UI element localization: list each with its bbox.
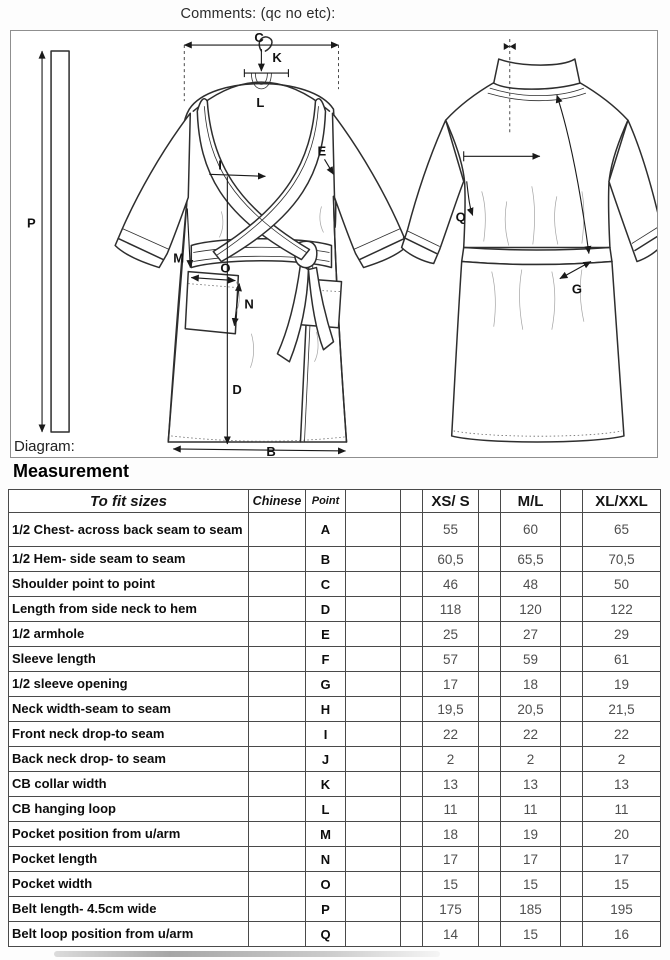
row-label-cell: 1/2 armhole <box>9 622 249 647</box>
xs-s-value-cell: 19,5 <box>423 697 479 722</box>
xl-xxl-value-cell: 21,5 <box>583 697 661 722</box>
table-row <box>9 622 661 647</box>
m-l-value-cell: 185 <box>501 897 561 922</box>
col-header-blank-4 <box>401 490 423 513</box>
table-row <box>9 797 661 822</box>
blank-cell <box>561 922 583 947</box>
point-cell: Q <box>306 922 346 947</box>
blank-cell <box>401 822 423 847</box>
xl-xxl-value-cell: 13 <box>583 772 661 797</box>
xs-s-value-cell: 14 <box>423 922 479 947</box>
blank-cell <box>401 672 423 697</box>
blank-cell <box>561 622 583 647</box>
measure-label-B: B <box>266 443 276 457</box>
garment-diagram <box>11 31 657 457</box>
row-label-cell: 1/2 sleeve opening <box>9 672 249 697</box>
row-label-cell: 1/2 Hem- side seam to seam <box>9 547 249 572</box>
measure-label-I: I <box>218 157 222 173</box>
blank-cell <box>346 647 401 672</box>
table-header-row <box>9 490 661 513</box>
scan-artifact <box>54 951 440 957</box>
measure-label-K: K <box>272 50 282 66</box>
xl-xxl-value-cell: 15 <box>583 872 661 897</box>
chinese-cell <box>249 547 306 572</box>
col-header-blank-6 <box>479 490 501 513</box>
row-label-cell: Pocket position from u/arm <box>9 822 249 847</box>
blank-cell <box>346 672 401 697</box>
m-l-value-cell: 18 <box>501 672 561 697</box>
pocket-left <box>185 272 238 334</box>
blank-cell <box>479 797 501 822</box>
xl-xxl-value-cell: 50 <box>583 572 661 597</box>
xs-s-value-cell: 22 <box>423 722 479 747</box>
blank-cell <box>346 897 401 922</box>
m-l-value-cell: 11 <box>501 797 561 822</box>
xl-xxl-value-cell: 16 <box>583 922 661 947</box>
row-label-cell: Front neck drop-to seam <box>9 722 249 747</box>
m-l-value-cell: 27 <box>501 622 561 647</box>
table-row <box>9 513 661 547</box>
point-cell: B <box>306 547 346 572</box>
xl-xxl-value-cell: 122 <box>583 597 661 622</box>
measure-label-D: D <box>232 381 242 397</box>
xl-xxl-value-cell: 29 <box>583 622 661 647</box>
m-l-value-cell: 20,5 <box>501 697 561 722</box>
blank-cell <box>479 647 501 672</box>
measure-label-C: C <box>254 31 264 46</box>
blank-cell <box>346 513 401 547</box>
blank-cell <box>401 872 423 897</box>
table-row <box>9 747 661 772</box>
blank-cell <box>561 847 583 872</box>
row-label-cell: Belt length- 4.5cm wide <box>9 897 249 922</box>
blank-cell <box>479 622 501 647</box>
row-label-cell: Pocket length <box>9 847 249 872</box>
blank-cell <box>561 822 583 847</box>
blank-cell <box>561 572 583 597</box>
measure-label-P: P <box>27 215 36 231</box>
blank-cell <box>479 847 501 872</box>
xs-s-value-cell: 60,5 <box>423 547 479 572</box>
table-row <box>9 897 661 922</box>
measurement-table <box>8 489 661 947</box>
blank-cell <box>401 597 423 622</box>
blank-cell <box>401 772 423 797</box>
xs-s-value-cell: 2 <box>423 747 479 772</box>
col-header-to-fit-sizes: To fit sizes <box>9 490 249 513</box>
xl-xxl-value-cell: 65 <box>583 513 661 547</box>
table-row <box>9 672 661 697</box>
point-cell: L <box>306 797 346 822</box>
m-l-value-cell: 60 <box>501 513 561 547</box>
xs-s-value-cell: 17 <box>423 847 479 872</box>
measure-label-O: O <box>220 260 231 276</box>
table-row <box>9 647 661 672</box>
row-label-cell: Pocket width <box>9 872 249 897</box>
m-l-value-cell: 22 <box>501 722 561 747</box>
row-label-cell: CB hanging loop <box>9 797 249 822</box>
point-cell: C <box>306 572 346 597</box>
blank-cell <box>346 772 401 797</box>
point-cell: N <box>306 847 346 872</box>
xs-s-value-cell: 118 <box>423 597 479 622</box>
blank-cell <box>401 722 423 747</box>
chinese-cell <box>249 772 306 797</box>
table-row <box>9 722 661 747</box>
xl-xxl-value-cell: 20 <box>583 822 661 847</box>
blank-cell <box>479 897 501 922</box>
point-cell: D <box>306 597 346 622</box>
measure-label-G: G <box>571 281 582 297</box>
blank-cell <box>561 722 583 747</box>
blank-cell <box>346 622 401 647</box>
m-l-value-cell: 15 <box>501 922 561 947</box>
table-row <box>9 547 661 572</box>
chinese-cell <box>249 922 306 947</box>
chinese-cell <box>249 572 306 597</box>
point-cell: F <box>306 647 346 672</box>
blank-cell <box>561 647 583 672</box>
point-cell: P <box>306 897 346 922</box>
blank-cell <box>479 772 501 797</box>
point-cell: H <box>306 697 346 722</box>
m-l-value-cell: 19 <box>501 822 561 847</box>
measure-label-Q: Q <box>455 209 466 225</box>
row-label-cell: Neck width-seam to seam <box>9 697 249 722</box>
chinese-cell <box>249 897 306 922</box>
chinese-cell <box>249 747 306 772</box>
xl-xxl-value-cell: 11 <box>583 797 661 822</box>
xs-s-value-cell: 18 <box>423 822 479 847</box>
point-cell: M <box>306 822 346 847</box>
blank-cell <box>346 697 401 722</box>
blank-cell <box>479 547 501 572</box>
chinese-cell <box>249 722 306 747</box>
blank-cell <box>561 547 583 572</box>
blank-cell <box>479 722 501 747</box>
xl-xxl-value-cell: 61 <box>583 647 661 672</box>
point-cell: J <box>306 747 346 772</box>
blank-cell <box>401 747 423 772</box>
xl-xxl-value-cell: 17 <box>583 847 661 872</box>
xs-s-value-cell: 15 <box>423 872 479 897</box>
blank-cell <box>346 722 401 747</box>
belt-strip-detail <box>42 51 69 432</box>
blank-cell <box>561 697 583 722</box>
row-label-cell: CB collar width <box>9 772 249 797</box>
blank-cell <box>561 597 583 622</box>
blank-cell <box>346 822 401 847</box>
xs-s-value-cell: 13 <box>423 772 479 797</box>
sleeve-front-left <box>115 113 190 267</box>
xs-s-value-cell: 11 <box>423 797 479 822</box>
blank-cell <box>561 672 583 697</box>
xs-s-value-cell: 175 <box>423 897 479 922</box>
m-l-value-cell: 13 <box>501 772 561 797</box>
measure-label-L: L <box>256 95 265 111</box>
chinese-cell <box>249 797 306 822</box>
blank-cell <box>401 572 423 597</box>
blank-cell <box>346 872 401 897</box>
blank-cell <box>479 697 501 722</box>
blank-cell <box>401 797 423 822</box>
col-header-point: Point <box>306 490 346 513</box>
blank-cell <box>561 872 583 897</box>
blank-cell <box>401 897 423 922</box>
table-row <box>9 822 661 847</box>
m-l-value-cell: 59 <box>501 647 561 672</box>
xs-s-value-cell: 57 <box>423 647 479 672</box>
blank-cell <box>346 922 401 947</box>
col-header-m-l: M/L <box>501 490 561 513</box>
chinese-cell <box>249 822 306 847</box>
row-label-cell: Length from side neck to hem <box>9 597 249 622</box>
col-header-xs-s: XS/ S <box>423 490 479 513</box>
table-row <box>9 772 661 797</box>
xl-xxl-value-cell: 19 <box>583 672 661 697</box>
xs-s-value-cell: 25 <box>423 622 479 647</box>
xl-xxl-value-cell: 2 <box>583 747 661 772</box>
col-header-chinese: Chinese <box>249 490 306 513</box>
point-cell: E <box>306 622 346 647</box>
blank-cell <box>561 897 583 922</box>
blank-cell <box>401 922 423 947</box>
xl-xxl-value-cell: 195 <box>583 897 661 922</box>
col-header-blank-8 <box>561 490 583 513</box>
table-row <box>9 572 661 597</box>
blank-cell <box>561 797 583 822</box>
blank-cell <box>401 513 423 547</box>
blank-cell <box>346 597 401 622</box>
blank-cell <box>401 622 423 647</box>
xs-s-value-cell: 17 <box>423 672 479 697</box>
m-l-value-cell: 15 <box>501 872 561 897</box>
m-l-value-cell: 65,5 <box>501 547 561 572</box>
chinese-cell <box>249 847 306 872</box>
robe-back-view <box>402 39 657 442</box>
blank-cell <box>479 572 501 597</box>
table-row <box>9 697 661 722</box>
measure-label-M: M <box>173 250 185 266</box>
row-label-cell: Sleeve length <box>9 647 249 672</box>
diagram-caption: Diagram: <box>14 438 75 455</box>
row-label-cell: Shoulder point to point <box>9 572 249 597</box>
blank-cell <box>479 513 501 547</box>
m-l-value-cell: 120 <box>501 597 561 622</box>
xl-xxl-value-cell: 70,5 <box>583 547 661 572</box>
point-cell: K <box>306 772 346 797</box>
blank-cell <box>479 597 501 622</box>
table-row <box>9 597 661 622</box>
blank-cell <box>561 513 583 547</box>
blank-cell <box>346 847 401 872</box>
point-cell: I <box>306 722 346 747</box>
blank-cell <box>479 747 501 772</box>
blank-cell <box>401 547 423 572</box>
point-cell: A <box>306 513 346 547</box>
chinese-cell <box>249 697 306 722</box>
point-cell: O <box>306 872 346 897</box>
measure-label-E: E <box>317 143 327 159</box>
blank-cell <box>479 922 501 947</box>
chinese-cell <box>249 872 306 897</box>
chinese-cell <box>249 622 306 647</box>
xs-s-value-cell: 46 <box>423 572 479 597</box>
table-row <box>9 847 661 872</box>
chinese-cell <box>249 672 306 697</box>
blank-cell <box>346 747 401 772</box>
blank-cell <box>346 572 401 597</box>
measurement-heading: Measurement <box>13 461 130 481</box>
row-label-cell: 1/2 Chest- across back seam to seam <box>9 513 249 547</box>
col-header-xl-xxl: XL/XXL <box>583 490 661 513</box>
blank-cell <box>479 672 501 697</box>
blank-cell <box>561 772 583 797</box>
comments-label: Comments: (qc no etc): <box>180 6 336 22</box>
chinese-cell <box>249 513 306 547</box>
blank-cell <box>479 872 501 897</box>
m-l-value-cell: 48 <box>501 572 561 597</box>
row-label-cell: Back neck drop- to seam <box>9 747 249 772</box>
table-row <box>9 922 661 947</box>
blank-cell <box>561 747 583 772</box>
garment-diagram-box <box>10 30 658 458</box>
blank-cell <box>401 697 423 722</box>
xs-s-value-cell: 55 <box>423 513 479 547</box>
sleeve-front-right <box>332 113 407 267</box>
blank-cell <box>479 822 501 847</box>
m-l-value-cell: 2 <box>501 747 561 772</box>
point-cell: G <box>306 672 346 697</box>
chinese-cell <box>249 597 306 622</box>
blank-cell <box>401 647 423 672</box>
chinese-cell <box>249 647 306 672</box>
blank-cell <box>346 797 401 822</box>
m-l-value-cell: 17 <box>501 847 561 872</box>
blank-cell <box>401 847 423 872</box>
col-header-blank-3 <box>346 490 401 513</box>
table-row <box>9 872 661 897</box>
blank-cell <box>346 547 401 572</box>
xl-xxl-value-cell: 22 <box>583 722 661 747</box>
measure-label-N: N <box>244 296 254 312</box>
row-label-cell: Belt loop position from u/arm <box>9 922 249 947</box>
